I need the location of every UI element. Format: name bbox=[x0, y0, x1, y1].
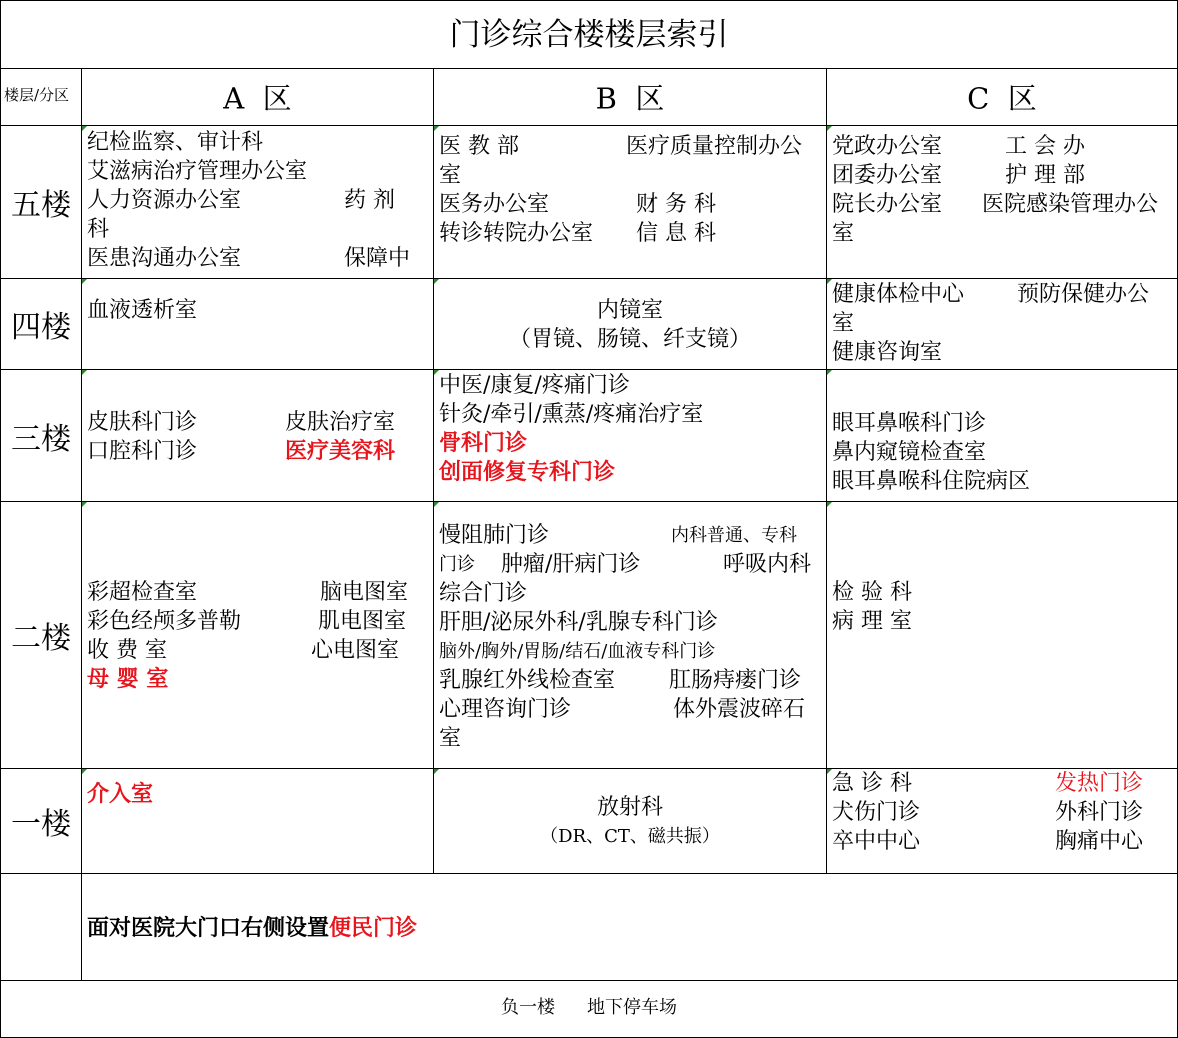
dept-item: 急 诊 科 bbox=[832, 771, 912, 796]
dept-item: 脑外/胸外/胃肠/结石/血液专科门诊 bbox=[439, 641, 716, 662]
dept-item: 信 息 科 bbox=[636, 221, 716, 246]
dept-item: 转诊转院办公室 bbox=[439, 221, 594, 246]
dept-item: 乳腺红外线检查室 bbox=[439, 668, 616, 693]
dept-item: 工 会 办 bbox=[1005, 134, 1085, 159]
dept-item: 肝胆/泌尿外科/乳腺专科门诊 bbox=[439, 610, 718, 635]
dept-item: 体外震波碎石 bbox=[673, 697, 806, 722]
floor5-zone-b bbox=[434, 126, 827, 279]
basement-cell bbox=[0, 981, 1178, 1038]
dept-item: 护 理 部 bbox=[1005, 163, 1085, 188]
floor3-zone-c bbox=[827, 370, 1178, 502]
dept-item: 医院感染管理办公 bbox=[982, 192, 1159, 217]
dept-item: 预防保健办公 bbox=[1017, 282, 1150, 307]
dept-item: （胃镜、肠镜、纤支镜） bbox=[508, 327, 751, 352]
dept-item: 胸痛中心 bbox=[1055, 829, 1144, 854]
dept-item: 彩超检查室 bbox=[87, 580, 198, 605]
dept-item: 心电图室 bbox=[311, 638, 400, 663]
floor5-zone-c bbox=[827, 126, 1178, 279]
dept-item: 针灸/牵引/熏蒸/疼痛治疗室 bbox=[439, 402, 704, 427]
floor2-zone-c bbox=[827, 502, 1178, 769]
floor1-zone-c bbox=[827, 769, 1178, 874]
dept-item: 鼻内窥镜检查室 bbox=[832, 440, 987, 465]
floor5-zone-a bbox=[82, 126, 434, 279]
dept-item: 皮肤科门诊 bbox=[87, 410, 198, 435]
dept-item-highlight: 发热门诊 bbox=[1055, 771, 1144, 796]
floor-label-3: 三楼 bbox=[11, 421, 71, 457]
dept-item: 肿瘤/肝病门诊 bbox=[501, 552, 641, 577]
dept-item-highlight: 介入室 bbox=[87, 781, 154, 807]
dept-item: 院长办公室 bbox=[832, 192, 943, 217]
dept-item: 眼耳鼻喉科住院病区 bbox=[832, 469, 1031, 494]
floor3-zone-a bbox=[82, 370, 434, 502]
dept-item: 室 bbox=[832, 311, 855, 336]
dept-item: 内镜室 bbox=[596, 298, 663, 323]
dept-item: 药 剂 bbox=[344, 188, 395, 213]
dept-item: 中医/康复/疼痛门诊 bbox=[439, 373, 630, 398]
floor-label-cell-5 bbox=[0, 126, 82, 279]
dept-item: 科 bbox=[87, 217, 110, 242]
dept-item: 检 验 科 bbox=[832, 580, 912, 605]
dept-item: 医 教 部 bbox=[439, 134, 519, 159]
dept-item: 艾滋病治疗管理办公室 bbox=[87, 159, 308, 184]
dept-item: 收 费 室 bbox=[87, 638, 167, 663]
dept-item: 脑电图室 bbox=[320, 580, 409, 605]
basement-text bbox=[1, 996, 1177, 1020]
floor-label-cell-2 bbox=[0, 502, 82, 769]
dept-item-highlight: 创面修复专科门诊 bbox=[439, 459, 616, 485]
dept-item-highlight: 医疗美容科 bbox=[285, 438, 396, 464]
title-cell bbox=[0, 0, 1178, 69]
dept-item: 室 bbox=[439, 163, 462, 188]
header-zone-a-cell bbox=[82, 69, 434, 126]
dept-item: 财 务 科 bbox=[636, 192, 716, 217]
floor-label-4: 四楼 bbox=[11, 310, 71, 345]
floor2-zone-b bbox=[434, 502, 827, 769]
dept-item: 人力资源办公室 bbox=[87, 188, 242, 213]
dept-item: 皮肤治疗室 bbox=[285, 410, 396, 435]
floor-label-cell-4 bbox=[0, 279, 82, 370]
header-corner-cell bbox=[0, 69, 82, 126]
dept-item: 室 bbox=[832, 221, 855, 246]
dept-item: 党政办公室 bbox=[832, 134, 943, 159]
dept-item: 团委办公室 bbox=[832, 163, 943, 188]
dept-item-highlight: 母 婴 室 bbox=[87, 666, 169, 692]
header-zone-c-cell bbox=[827, 69, 1178, 126]
floor4-zone-c bbox=[827, 279, 1178, 370]
dept-item: 内科普通、专科 bbox=[671, 525, 797, 546]
dept-item: 综合门诊 bbox=[439, 581, 528, 606]
dept-item: 肛肠痔瘘门诊 bbox=[669, 668, 802, 693]
floor2-zone-a bbox=[82, 502, 434, 769]
floor1-zone-b bbox=[434, 769, 827, 874]
notice-highlight: 便民门诊 bbox=[329, 915, 418, 941]
dept-item: 纪检监察、审计科 bbox=[87, 130, 264, 155]
dept-item: 眼耳鼻喉科门诊 bbox=[832, 411, 987, 436]
basement-label: 负一楼 bbox=[501, 997, 555, 1018]
floor3-zone-b bbox=[434, 370, 827, 502]
header-corner-label: 楼层/分区 bbox=[4, 86, 70, 104]
page-title: 门诊综合楼楼层索引 bbox=[449, 17, 729, 53]
dept-item: （DR、CT、磁共振） bbox=[540, 826, 720, 847]
floor1-zone-a bbox=[82, 769, 434, 874]
dept-item: 医患沟通办公室 bbox=[87, 246, 242, 271]
dept-item: 外科门诊 bbox=[1055, 800, 1144, 825]
dept-item: 医疗质量控制办公 bbox=[626, 134, 803, 159]
notice-prefix: 面对医院大门口右侧设置 bbox=[87, 915, 330, 941]
dept-item: 心理咨询门诊 bbox=[439, 697, 572, 722]
dept-item: 呼吸内科 bbox=[723, 552, 812, 577]
dept-item: 肌电图室 bbox=[318, 609, 407, 634]
header-zone-c: C 区 bbox=[967, 81, 1037, 116]
floor-label-5: 五楼 bbox=[11, 188, 71, 223]
header-zone-a: A 区 bbox=[223, 81, 292, 116]
dept-item: 慢阻肺门诊 bbox=[439, 523, 550, 548]
header-zone-b-cell bbox=[434, 69, 827, 126]
dept-item: 医务办公室 bbox=[439, 192, 550, 217]
header-zone-b: B 区 bbox=[595, 81, 665, 116]
basement-content: 地下停车场 bbox=[587, 997, 677, 1018]
floor-label-2: 二楼 bbox=[11, 621, 71, 656]
notice-text bbox=[87, 914, 417, 943]
floor-label-cell-1 bbox=[0, 769, 82, 874]
dept-item-highlight: 骨科门诊 bbox=[439, 430, 528, 456]
notice-label-cell bbox=[0, 874, 82, 981]
floor4-zone-a bbox=[82, 279, 434, 370]
dept-item: 口腔科门诊 bbox=[87, 439, 198, 464]
dept-item: 血液透析室 bbox=[87, 298, 198, 323]
dept-item: 健康体检中心 bbox=[832, 282, 965, 307]
dept-item: 卒中中心 bbox=[832, 829, 921, 854]
floor-label-cell-3 bbox=[0, 370, 82, 502]
dept-item: 健康咨询室 bbox=[832, 340, 943, 365]
dept-item: 犬伤门诊 bbox=[832, 800, 921, 825]
dept-item: 保障中 bbox=[344, 246, 411, 271]
dept-item: 室 bbox=[439, 726, 462, 751]
floor4-zone-b bbox=[434, 279, 827, 370]
notice-cell bbox=[82, 874, 1178, 981]
floor-label-1: 一楼 bbox=[11, 807, 71, 842]
dept-item: 彩色经颅多普勒 bbox=[87, 609, 242, 634]
dept-item: 放射科 bbox=[596, 795, 663, 820]
dept-item: 病 理 室 bbox=[832, 609, 912, 634]
dept-item: 门诊 bbox=[439, 554, 475, 575]
